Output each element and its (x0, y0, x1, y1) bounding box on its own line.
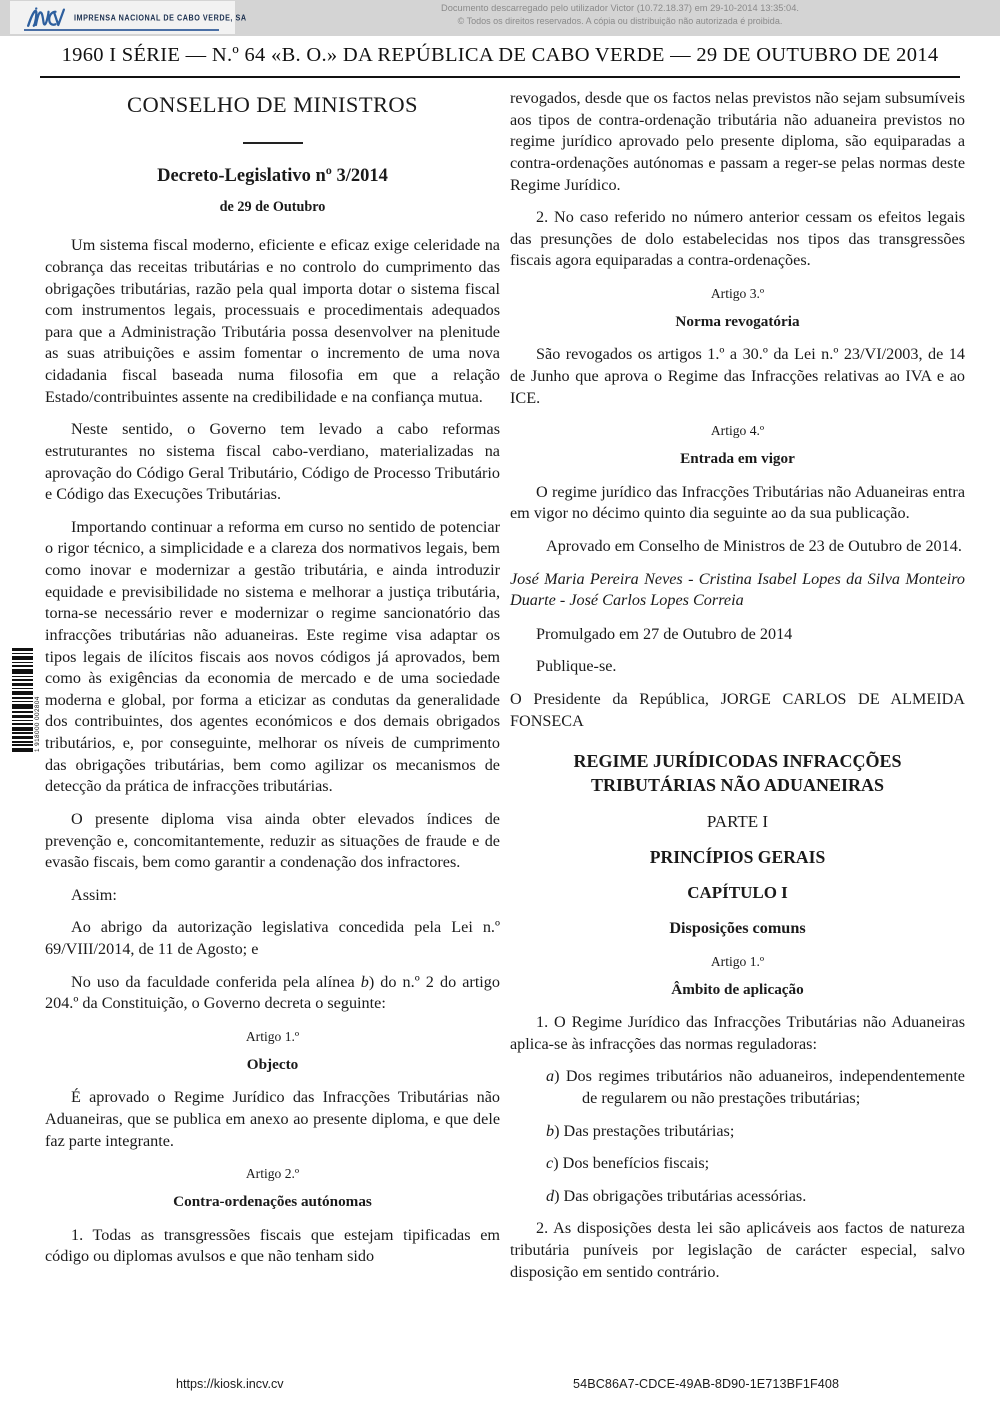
faculdade-post: ) do n.º 2 do artigo 204.º da Constituição, o Governo decreta o seguinte: (45, 972, 500, 1013)
promulgation-paragraph: Promulgado em 27 de Outubro de 2014 (536, 624, 793, 643)
preamble-paragraph-3: Importando continuar a reforma em curso no sentido de potenciar o rigor técnico, a simplicidade e a clareza dos normativos legais, bem como inovar e modernizar a gestão tributária, e ainda introduzir equidade e previsibilidade no sistema e melhorar a justiça tributária, torna-se necessário rever e modernizar o regime sancionatório das infracções tributárias não aduaneiras. Este regime visa adaptar os tipos legais de ilícitos fiscais aos novos códigos já aprovados, bem como às exigências da economia de mercado e de uma sociedade moderna e global, por forma a eticizar as condutas da generalidade dos contribuintes, dos agentes económicos e dos demais obrigados tributários, e, por conseguinte, melhorar os níveis de cumprimento das obrigações tributárias, bem como agilizar os mecanismos de detecção da prática de infracções tributárias. (45, 517, 500, 796)
right-artigo-1-label: Artigo 1.º (710, 953, 765, 969)
right-item-2-final: 2. As disposições desta lei são aplicáveis aos factos de natureza tributária puníveis por legislação de carácter especial, salvo disposição em sentido contrário. (510, 1219, 965, 1281)
page-footer (0, 1377, 1000, 1399)
continuation-paragraph: revogados, desde que os factos nelas previstos não sejam subsumíveis aos tipos de contra-ordenação tributária não aduaneira previstos no regime jurídico aprovado pelo presente diploma, são equiparadas a contra-ordenações autónomas e passam a reger-se pelas normas deste Regime Jurídico. (510, 89, 965, 194)
watermark-band (0, 0, 1000, 36)
right-artigo-4-title: Entrada em vigor (680, 450, 795, 468)
left-artigo-2-label: Artigo 2.º (245, 1166, 300, 1182)
publisher-name: IMPRENSA NACIONAL DE CABO VERDE, SA (74, 12, 247, 23)
left-artigo-2-text: 1. Todas as transgressões fiscais que estejam tipificadas em código ou diplomas avulsos e que não tenham sido (45, 1225, 500, 1266)
list-item (510, 1121, 965, 1143)
publisher-logo-box (10, 1, 247, 34)
list-item (510, 1186, 965, 1208)
right-artigo-3-label: Artigo 3.º (710, 286, 765, 301)
barcode-bars (12, 648, 33, 752)
list-item-letter: a (546, 1067, 555, 1086)
list-item-text: ) Das obrigações tributárias acessórias. (554, 1186, 807, 1205)
barcode-number: 1 918000 002804 (34, 696, 41, 752)
right-artigo-1-title: Âmbito de aplicação (671, 980, 804, 998)
signers-paragraph: José Maria Pereira Neves - Cristina Isabel Lopes da Silva Monteiro Duarte - José Carlos Lopes Correia (510, 569, 965, 610)
right-column (510, 88, 965, 1283)
right-artigo-4-text: O regime jurídico das Infracções Tributárias não Aduaneiras entra em vigor no décimo quinto dia seguinte ao da sua publicação. (510, 482, 965, 523)
preamble-paragraph-1: Um sistema fiscal moderno, eficiente e eficaz exige celeridade na cobrança das receitas tributárias e no controlo do cumprimento das obrigações tributárias, razão pela qual importa dotar o sistema fiscal com instrumentos legais, processuais e procedimentais adequados para que a Administração Tributária possa desenvolver na plenitude as suas atribuições e assim fomentar o incremento de uma nova cidadania fiscal baseada numa filosofia em que a relação Estado/contribuintes assente na credibilidade e na confiança mutua. (45, 236, 500, 406)
header-rule (40, 76, 960, 78)
right-artigo-3-title: Norma revogatória (675, 313, 800, 331)
download-watermark (250, 2, 990, 29)
right-item-2: 2. No caso referido no número anterior cessam os efeitos legais das presunções de dolo estabelecidas nos tipos das transgressões fiscais agora equiparadas a contra-ordenações. (510, 208, 965, 270)
incv-logo-icon (24, 6, 66, 30)
parte-label: PARTE I (706, 812, 769, 832)
faculdade-paragraph (45, 972, 500, 1015)
left-artigo-1-title: Objecto (246, 1056, 299, 1074)
list-item-text: ) Dos benefícios fiscais; (553, 1154, 710, 1173)
faculdade-letter: b (360, 972, 369, 991)
capitulo-title: Disposições comuns (669, 918, 806, 937)
organ-heading: CONSELHO DE MINISTROS (127, 92, 418, 117)
left-column (45, 88, 500, 1268)
president-paragraph: O Presidente da República, JORGE CARLOS DE ALMEIDA FONSECA (510, 690, 965, 730)
left-artigo-1-label: Artigo 1.º (245, 1028, 300, 1044)
right-artigo-1-text: 1. O Regime Jurídico das Infracções Tributárias não Aduaneiras aplica-se às infracções das normas reguladoras: (510, 1013, 965, 1053)
approval-paragraph: Aprovado em Conselho de Ministros de 23 de Outubro de 2014. (546, 536, 962, 555)
heading-divider (243, 142, 303, 144)
list-item-text: ) Das prestações tributárias; (554, 1121, 735, 1140)
list-item (510, 1153, 965, 1175)
list-item (510, 1066, 965, 1109)
list-item-letter: c (546, 1154, 554, 1173)
decree-date: de 29 de Outubro (219, 199, 326, 216)
list-item-text: ) Dos regimes tributários não aduaneiros, independentemente de regularem ou não prestações tributárias; (554, 1067, 965, 1107)
authorization-paragraph: Ao abrigo da autorização legislativa concedida pela Lei n.º 69/VIII/2014, de 11 de Agosto; e (45, 918, 500, 959)
parte-title: PRINCÍPIOS GERAIS (649, 846, 826, 867)
preamble-paragraph-2: Neste sentido, o Governo tem levado a cabo reformas estruturantes no sistema fiscal cabo-verdiano, materializadas na aprovação do Código Geral Tributário, Código de Processo Tributário e Código das Execuções Tributárias. (45, 420, 500, 504)
logo-underline (24, 29, 219, 31)
watermark-line-1: Documento descarregado pelo utilizador Victor (10.72.18.37) em 29-10-2014 13:35:04. (441, 3, 799, 13)
left-artigo-2-title: Contra-ordenações autónomas (173, 1193, 372, 1211)
barcode (12, 648, 42, 752)
right-artigo-4-label: Artigo 4.º (710, 423, 765, 439)
document-id: 54BC86A7-CDCE-49AB-8D90-1E713BF1F408 (573, 1377, 840, 1391)
right-artigo-3-text: São revogados os artigos 1.º a 30.º da Lei n.º 23/VI/2003, de 14 de Junho que aprova o Regime das Infracções relativas ao IVA e ao ICE. (510, 345, 965, 407)
kiosk-url[interactable]: https://kiosk.incv.cv (176, 1377, 284, 1391)
left-artigo-1-text: É aprovado o Regime Jurídico das Infracções Tributárias não Aduaneiras, que se publica em anexo ao presente diploma, e que dele faz parte integrante. (45, 1088, 500, 1150)
publique-paragraph: Publique-se. (536, 657, 617, 676)
decree-title: Decreto-Legislativo nº 3/2014 (157, 165, 388, 186)
assim-paragraph: Assim: (71, 885, 117, 904)
faculdade-pre: No uso da faculdade conferida pela alínea (71, 972, 361, 991)
capitulo-label: CAPÍTULO I (687, 883, 788, 903)
regime-title: REGIME JURÍDICODAS INFRACÇÕES TRIBUTÁRIAS NÃO ADUANEIRAS (573, 751, 902, 795)
watermark-line-2: © Todos os direitos reservados. A cópia ou distribuição não autorizada é proibida. (457, 16, 783, 27)
list-item-letter: d (546, 1186, 555, 1205)
list-item-letter: b (546, 1121, 555, 1140)
running-head: 1960 I SÉRIE — N.º 64 «B. O.» DA REPÚBLICA DE CABO VERDE — 29 DE OUTUBRO DE 2014 (61, 44, 939, 66)
preamble-paragraph-4: O presente diploma visa ainda obter elevados índices de prevenção e, concomitantemente, reduzir as situações de fraude e de evasão fiscais, bem como garantir a condenação dos infractores. (45, 809, 500, 872)
